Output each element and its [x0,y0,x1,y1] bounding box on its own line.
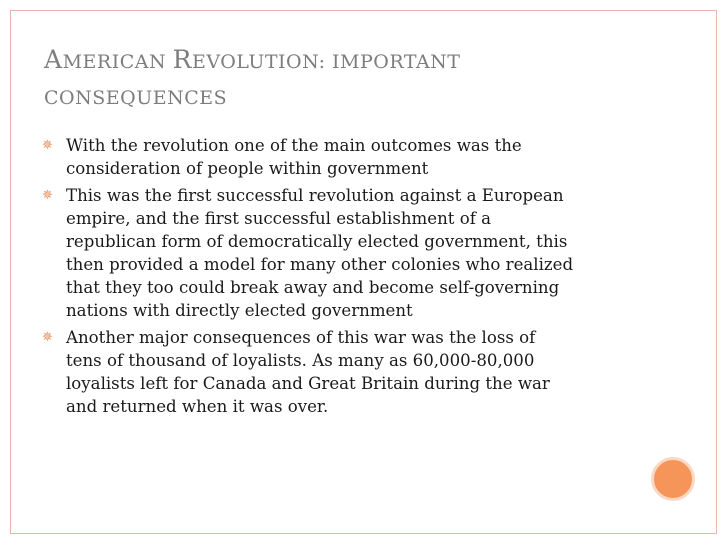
bullet-list [42,134,652,422]
bullet-3-line-3: loyalists left for Canada and Great Britain during the war [66,374,550,393]
bullet-3-line-2: tens of thousand of loyalists. As many as 60,000-80,000 [66,351,535,370]
bullet-3-line-4: and returned when it was over. [66,397,329,416]
frame-border-right [716,10,717,534]
bullet-item-1 [42,134,652,180]
bullet-2-line-4: then provided a model for many other colonies who realized [66,255,574,274]
bullet-3-line-1: Another major consequences of this war was the loss of [66,328,536,347]
bullet-2-line-3: republican form of democratically elected government, this [66,232,568,251]
title-initial-r: R [172,45,192,74]
bullet-1-line-2: consideration of people within government [66,159,429,178]
slide-title [44,42,664,116]
bullet-star-icon: ✵ [42,330,53,345]
decorative-orange-circle-icon [651,457,695,501]
title-word-american: MERICAN [62,51,173,73]
title-line-1 [44,42,664,80]
bullet-1-line-1: With the revolution one of the main outcomes was the [66,136,522,155]
bullet-2-line-5: that they too could break away and become self-governing [66,278,560,297]
bullet-2-line-1: This was the first successful revolution against a European [66,186,564,205]
bullet-star-icon: ✵ [42,188,53,203]
bullet-2-line-2: empire, and the first successful establishment of a [66,209,492,228]
frame-border-top [10,10,716,11]
bullet-item-3 [42,326,652,418]
title-initial-a: A [44,45,63,74]
bullet-2-line-6: nations with directly elected government [66,301,413,320]
frame-border-bottom [10,533,716,534]
bullet-item-2 [42,184,652,322]
frame-border-left [10,10,11,534]
bullet-star-icon: ✵ [42,138,53,153]
title-line-2: CONSEQUENCES [44,87,228,109]
title-word-revolution: EVOLUTION: IMPORTANT [191,51,461,73]
